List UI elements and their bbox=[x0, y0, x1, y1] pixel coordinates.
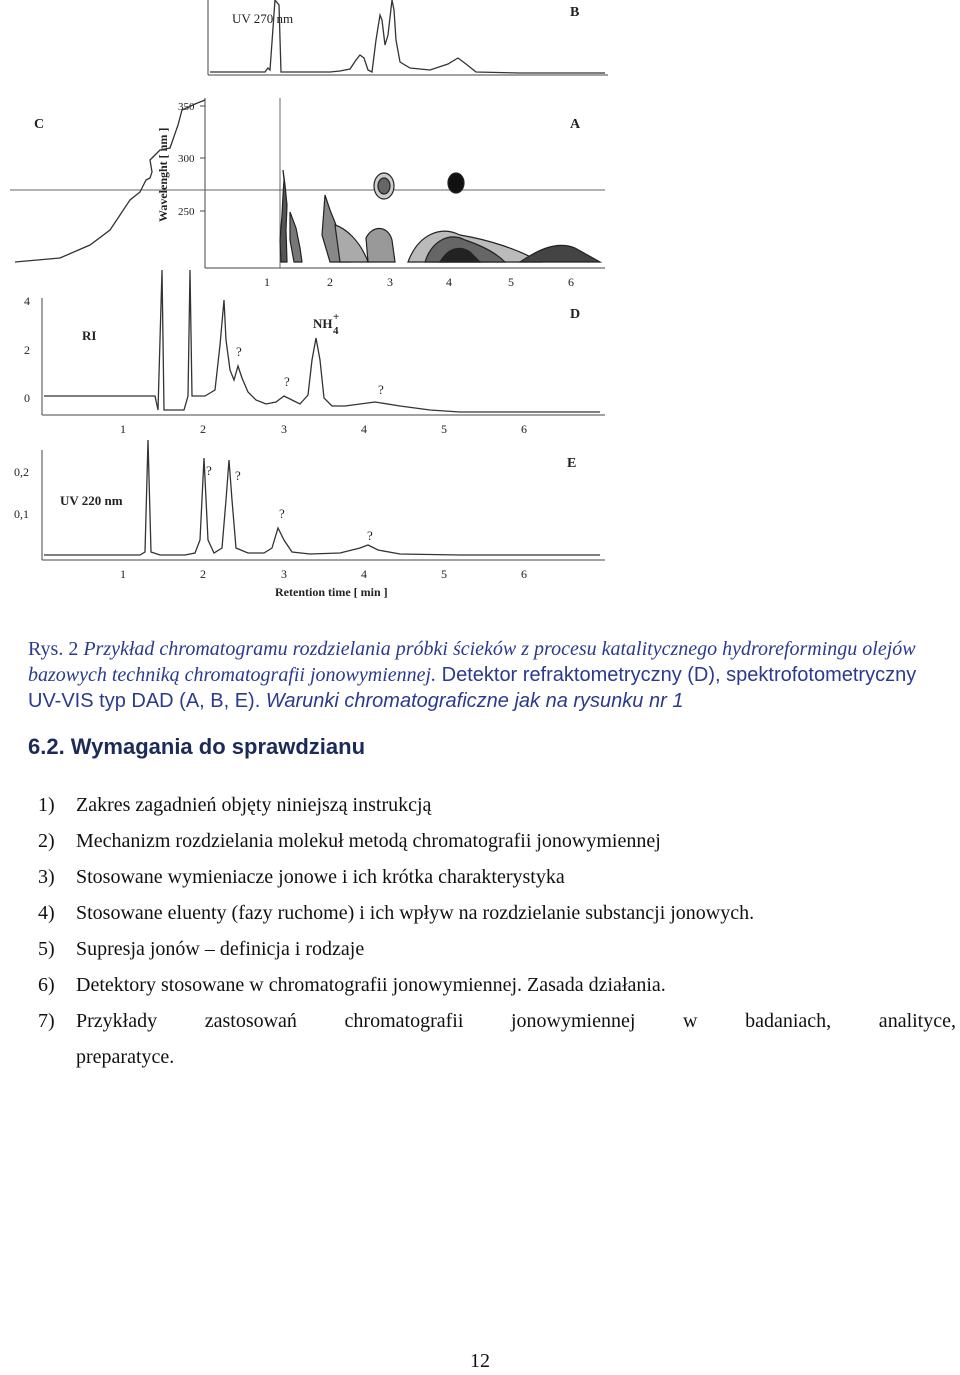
a-x-tick-5: 5 bbox=[508, 275, 514, 289]
panel-a-x-ticks bbox=[264, 275, 574, 289]
e-peak-mark-4: ? bbox=[367, 528, 373, 543]
d-x-tick-4: 4 bbox=[361, 422, 367, 436]
list-item: 4) Stosowane eluenty (fazy ruchome) i ich wpływ na rozdzielanie substancji jonowych. bbox=[38, 902, 755, 924]
e-y-tick-02: 0,2 bbox=[14, 465, 29, 479]
e-x-tick-5: 5 bbox=[441, 567, 447, 581]
e-peak-mark-3: ? bbox=[279, 506, 285, 521]
panel-d-x-ticks bbox=[120, 422, 527, 436]
a-x-tick-2: 2 bbox=[327, 275, 333, 289]
list-item: 6) Detektory stosowane w chromatografii jonowymiennej. Zasada działania. bbox=[38, 974, 666, 996]
d-x-tick-2: 2 bbox=[200, 422, 206, 436]
chromatogram-figure bbox=[0, 0, 960, 610]
list-item: 1) Zakres zagadnień objęty niniejszą instrukcją bbox=[38, 794, 432, 816]
panel-d-letter: D bbox=[570, 307, 581, 322]
panel-d-detector: RI bbox=[82, 328, 97, 343]
caption-label: Rys. 2 bbox=[28, 638, 79, 660]
d-x-tick-3: 3 bbox=[281, 422, 287, 436]
e-peak-mark-1: ? bbox=[206, 463, 212, 478]
d-peak-mark-2: ? bbox=[284, 374, 290, 389]
panel-e bbox=[14, 440, 605, 599]
caption-detectors: Detektor refraktometryczny (D), spektrofotometryczny UV-VIS typ DAD (A, B, E). bbox=[28, 664, 917, 712]
panel-e-letter: E bbox=[567, 456, 577, 471]
panel-e-trace bbox=[44, 440, 600, 555]
panel-b-letter: B bbox=[570, 5, 580, 20]
e-y-tick-01: 0,1 bbox=[14, 507, 29, 521]
list-item: 7) Przykłady zastosowań chromatografii jonowymiennej w badaniach, analityce, preparatyce. bbox=[38, 1010, 956, 1068]
panel-b-detector-label: UV 270 nm bbox=[232, 11, 294, 26]
e-x-tick-1: 1 bbox=[120, 567, 126, 581]
e-x-tick-3: 3 bbox=[281, 567, 287, 581]
retention-time-label: Retention time [ min ] bbox=[275, 585, 388, 599]
panel-d-trace bbox=[44, 270, 600, 412]
list-item: 3) Stosowane wymieniacze jonowe i ich krótka charakterystyka bbox=[38, 866, 565, 888]
section-heading: 6.2. Wymagania do sprawdzianu bbox=[28, 734, 366, 759]
e-x-tick-4: 4 bbox=[361, 567, 367, 581]
caption-description: Przykład chromatogramu rozdzielania próbki ścieków z procesu katalitycznego hydroreformingu olejów bazowych techniką chromatografii jonowymiennej. bbox=[28, 638, 916, 686]
a-x-tick-4: 4 bbox=[446, 275, 452, 289]
ion-label: NH bbox=[313, 316, 333, 331]
d-peak-mark-3: ? bbox=[378, 382, 384, 397]
ion-superscript: + bbox=[333, 311, 340, 323]
panel-e-x-ticks bbox=[120, 567, 527, 581]
ion-subscript: 4 bbox=[333, 325, 339, 337]
d-peak-mark-1: ? bbox=[236, 344, 242, 359]
figure-caption bbox=[28, 636, 938, 714]
y-tick-300: 300 bbox=[178, 153, 195, 165]
panel-a-y-axis-label: Wavelenght [ nm ] bbox=[156, 127, 170, 222]
list-item: 5) Supresja jonów – definicja i rodzaje bbox=[38, 938, 365, 960]
a-x-tick-3: 3 bbox=[387, 275, 393, 289]
d-x-tick-1: 1 bbox=[120, 422, 126, 436]
requirements-list bbox=[38, 787, 956, 1075]
a-x-tick-6: 6 bbox=[568, 275, 574, 289]
page-number: 12 bbox=[470, 1350, 490, 1372]
e-x-tick-2: 2 bbox=[200, 567, 206, 581]
d-x-tick-5: 5 bbox=[441, 422, 447, 436]
list-item: 2) Mechanizm rozdzielania molekuł metodą chromatografii jonowymiennej bbox=[38, 830, 661, 852]
panel-a-contours bbox=[280, 170, 600, 262]
panel-c-letter: C bbox=[34, 117, 45, 132]
y-tick-250: 250 bbox=[178, 206, 195, 218]
d-y-tick-4: 4 bbox=[24, 294, 30, 308]
panel-e-detector: UV 220 nm bbox=[60, 493, 123, 508]
panel-b bbox=[208, 0, 608, 75]
panel-a bbox=[10, 98, 605, 289]
d-x-tick-6: 6 bbox=[521, 422, 527, 436]
caption-conditions: Warunki chromatograficzne jak na rysunku nr 1 bbox=[260, 690, 684, 712]
panel-d bbox=[24, 270, 605, 436]
panel-a-letter: A bbox=[570, 117, 581, 132]
e-x-tick-6: 6 bbox=[521, 567, 527, 581]
panel-a-y-ticks bbox=[178, 101, 205, 218]
e-peak-mark-2: ? bbox=[235, 468, 241, 483]
d-y-tick-0: 0 bbox=[24, 391, 30, 405]
d-y-tick-2: 2 bbox=[24, 343, 30, 357]
y-tick-350: 350 bbox=[178, 101, 195, 113]
a-x-tick-1: 1 bbox=[264, 275, 270, 289]
